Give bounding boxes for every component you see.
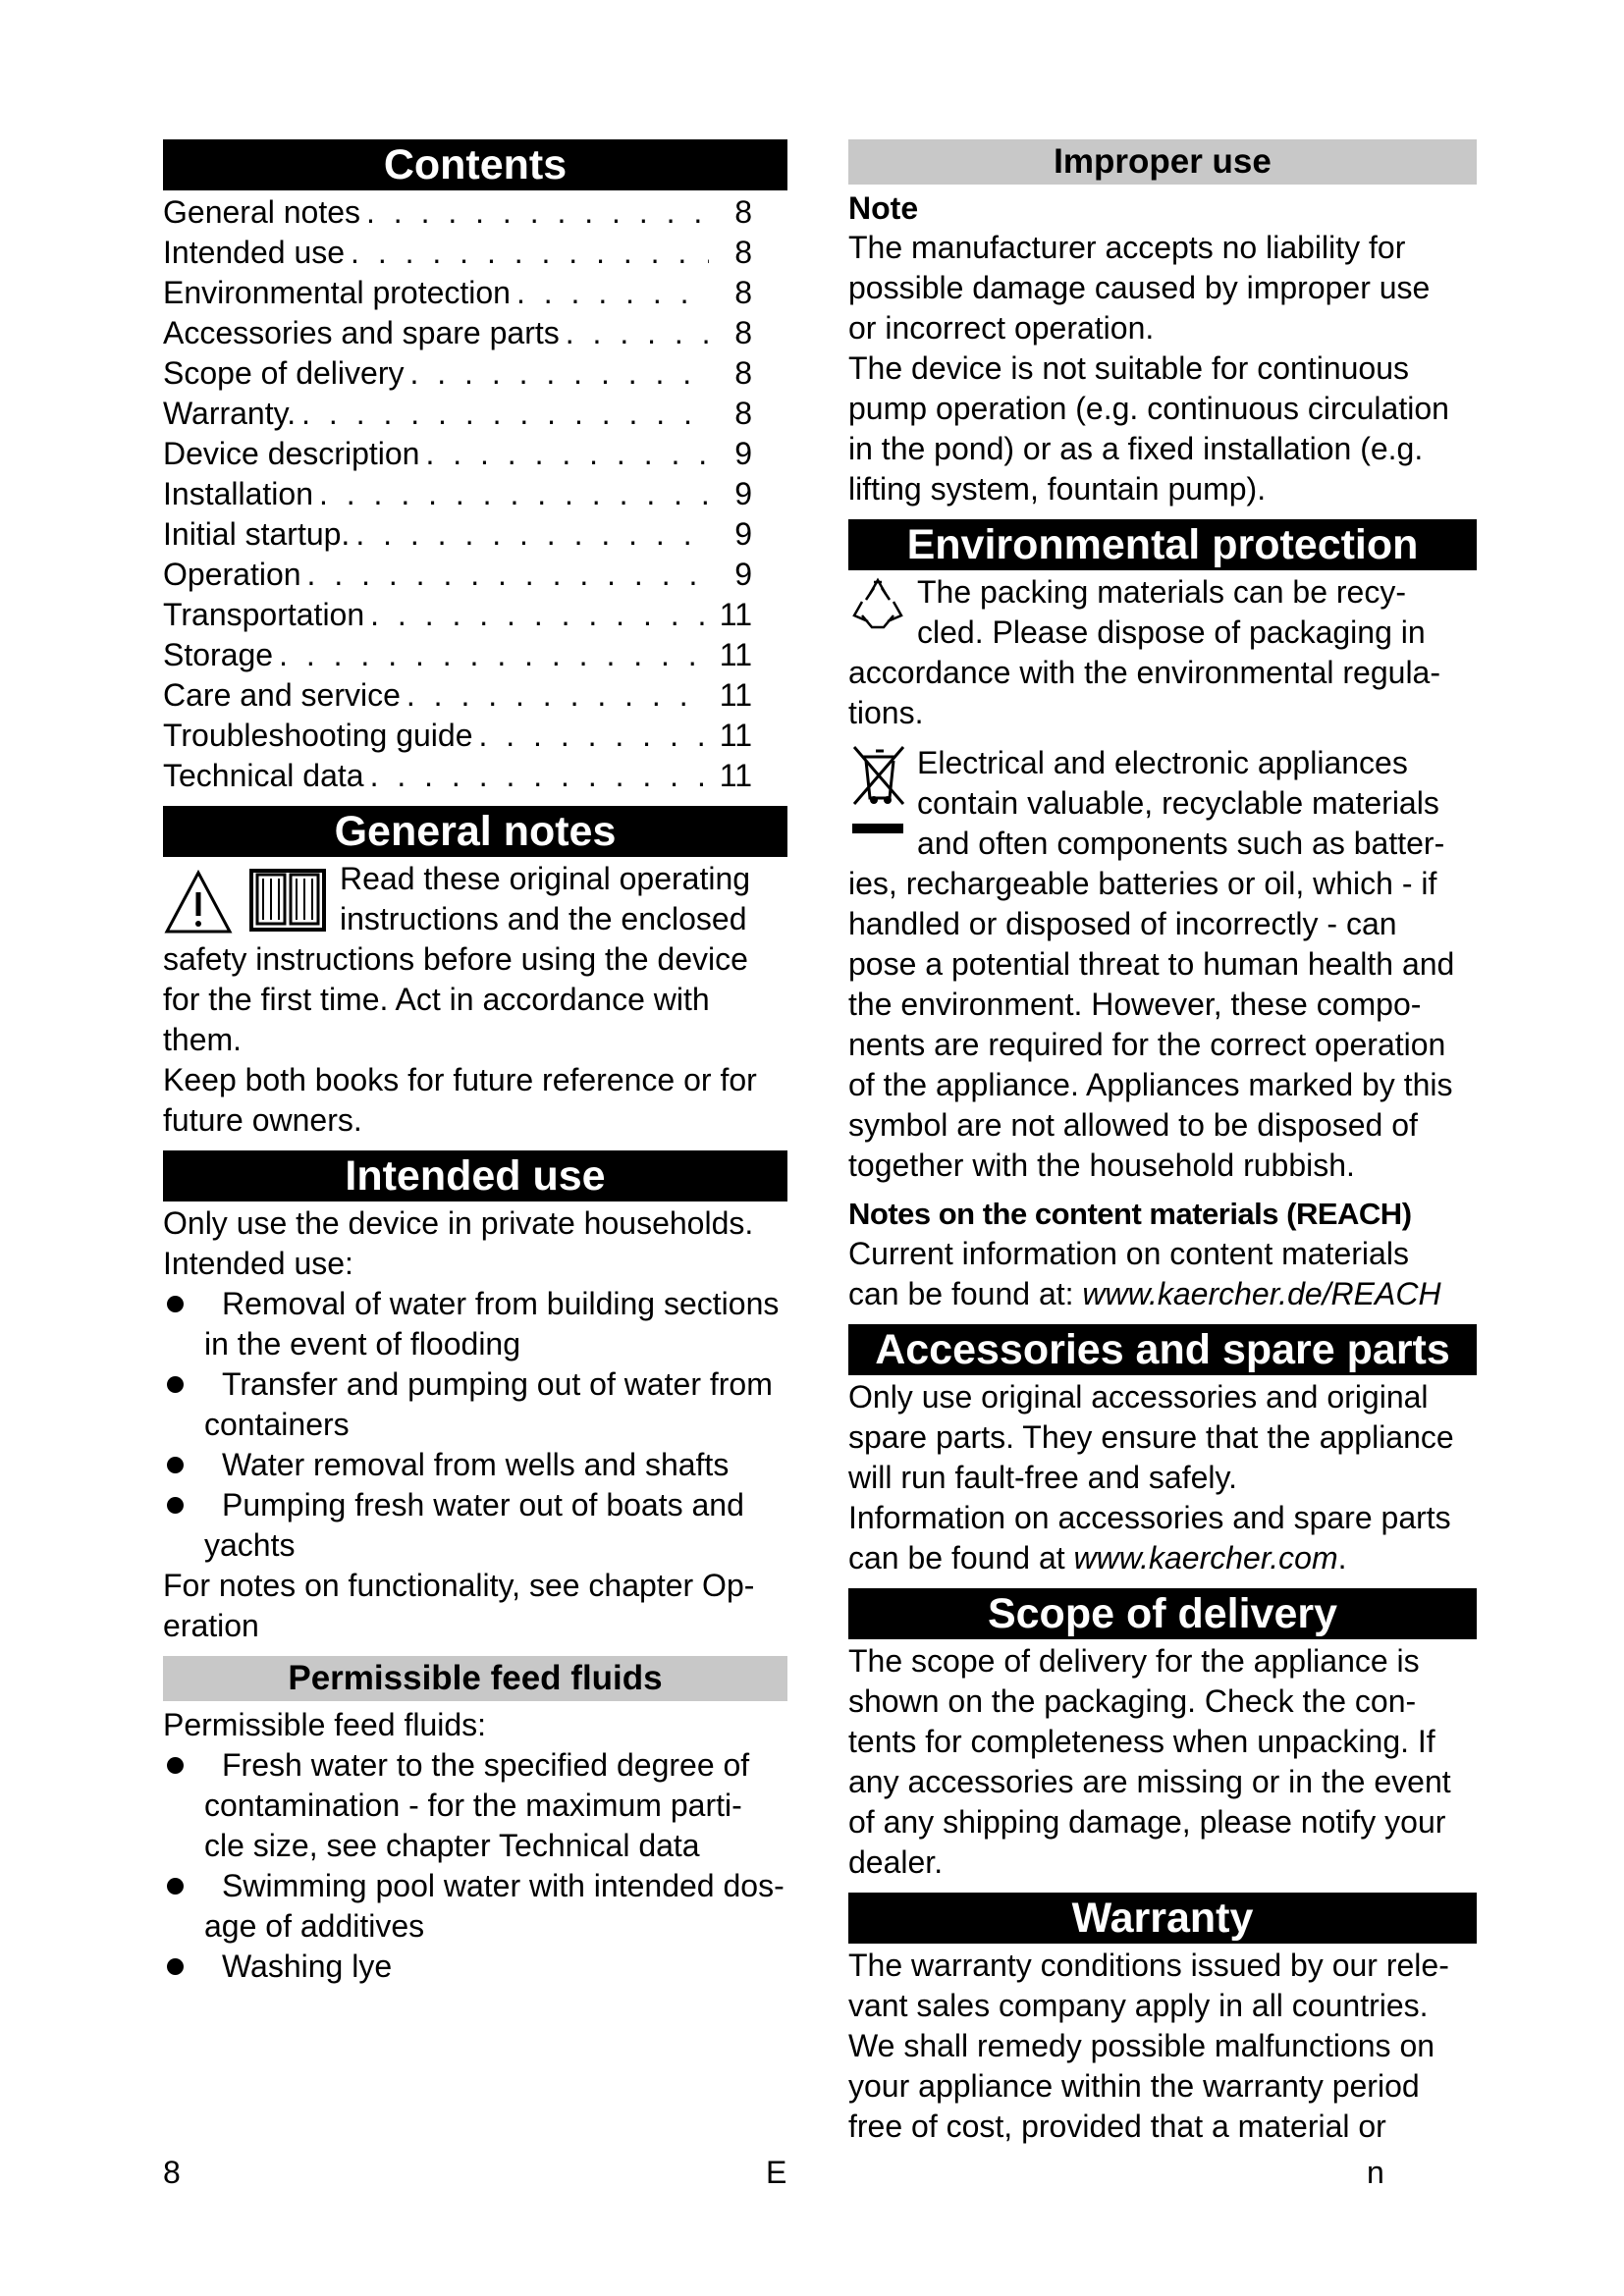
left-column <box>163 139 787 1987</box>
table-of-contents <box>163 192 787 796</box>
list-item: Removal of water from building sections in the event of flooding <box>163 1284 787 1364</box>
toc-title: Technical data <box>163 758 364 793</box>
toc-title: Operation <box>163 557 301 592</box>
toc-page-number: 9 <box>734 476 752 511</box>
improper-use-para2: The device is not suitable for continuous pump operation (e.g. continuous circulation in the pond) or as a fixed installation (e.g. lifting system, fountain pump). <box>848 350 1449 507</box>
improper-use-section <box>848 188 1477 509</box>
general-notes-section <box>163 859 787 1141</box>
toc-title: Transportation <box>163 597 365 632</box>
toc-row[interactable] <box>163 192 787 233</box>
improper-use-heading: Improper use <box>848 139 1477 185</box>
toc-page-number: 11 <box>719 758 752 793</box>
list-item: Swimming pool water with intended dos- age of additives <box>163 1866 787 1947</box>
toc-row[interactable] <box>163 233 787 273</box>
warranty-para1: The warranty conditions issued by our rele- vant sales company apply in all countries. <box>848 1948 1449 2023</box>
general-notes-para2: Keep both books for future reference or for future owners. <box>163 1062 757 1138</box>
bullet-icon <box>167 1376 184 1393</box>
intended-use-list <box>163 1284 787 1566</box>
bullet-icon <box>167 1296 184 1312</box>
accessories-para1: Only use original accessories and original spare parts. They ensure that the appliance will run fault-free and safely. <box>848 1379 1454 1495</box>
note-label: Note <box>848 190 919 226</box>
accessories-heading: Accessories and spare parts <box>848 1324 1477 1375</box>
general-notes-heading: General notes <box>163 806 787 857</box>
environmental-protection-heading: Environmental protection <box>848 519 1477 570</box>
crossed-bin-icon <box>848 743 907 859</box>
recycle-icon-wrap <box>848 572 907 649</box>
footer-page-number: 8 <box>163 2155 181 2190</box>
toc-page-number: 8 <box>734 194 752 230</box>
toc-row[interactable] <box>163 595 787 635</box>
toc-page-number: 8 <box>734 275 752 310</box>
accessories-section <box>848 1377 1477 1578</box>
general-notes-para1: Read these original operating instructions and the enclosed safety instructions before using the device for the first time. Act in accordance with them. <box>163 861 751 1057</box>
toc-title: Accessories and spare parts <box>163 315 560 350</box>
bullet-icon <box>167 1958 184 1975</box>
toc-leader-dots <box>345 233 709 273</box>
toc-leader-dots <box>364 595 709 635</box>
toc-leader-dots <box>296 394 709 434</box>
right-column <box>848 139 1477 2147</box>
intended-use-outro: For notes on functionality, see chapter Op- eration <box>163 1568 755 1643</box>
toc-title: Intended use <box>163 235 346 270</box>
toc-row[interactable] <box>163 474 787 514</box>
scope-of-delivery-heading: Scope of delivery <box>848 1588 1477 1639</box>
toc-page-number: 9 <box>734 436 752 471</box>
toc-title: Device description <box>163 436 420 471</box>
toc-row[interactable] <box>163 756 787 796</box>
toc-leader-dots <box>560 313 709 353</box>
contents-heading: Contents <box>163 139 787 190</box>
toc-leader-dots <box>273 635 709 675</box>
list-item: Water removal from wells and shafts <box>163 1445 787 1485</box>
toc-row[interactable] <box>163 716 787 756</box>
toc-page-number: 8 <box>734 235 752 270</box>
general-notes-icons <box>163 859 330 935</box>
warning-and-manual-icon <box>163 859 330 935</box>
warranty-para2: We shall remedy possible malfunctions on your appliance within the warranty period free of cost, provided that a material or <box>848 2028 1435 2144</box>
intended-use-heading: Intended use <box>163 1150 787 1201</box>
toc-row[interactable] <box>163 434 787 474</box>
toc-leader-dots <box>301 555 709 595</box>
recycle-para: The packing materials can be recy- cled. Please dispose of packaging in accordance with the environmental regula- tions. <box>848 574 1440 730</box>
toc-row[interactable] <box>163 514 787 555</box>
toc-page-number: 8 <box>734 355 752 391</box>
scope-of-delivery-para: The scope of delivery for the appliance is shown on the packaging. Check the con- tents for completeness when unpacking. If any accessories are missing or in the event of any shipping damage, please notify your dealer. <box>848 1643 1451 1880</box>
toc-leader-dots <box>404 353 709 394</box>
list-item: Transfer and pumping out of water from containers <box>163 1364 787 1445</box>
toc-row[interactable] <box>163 273 787 313</box>
toc-title: Storage <box>163 637 274 672</box>
warranty-heading: Warranty <box>848 1893 1477 1944</box>
footer-language-letter-e: E <box>766 2155 787 2190</box>
permissible-feed-fluids-section <box>163 1705 787 1987</box>
bullet-icon <box>167 1497 184 1514</box>
toc-title: Environmental protection <box>163 275 511 310</box>
toc-page-number: 8 <box>734 315 752 350</box>
intended-use-section <box>163 1203 787 1646</box>
permissible-feed-fluids-intro: Permissible feed fluids: <box>163 1707 487 1742</box>
weee-para: Electrical and electronic appliances contain valuable, recyclable materials and often components such as batter- ies, rechargeable batteries or oil, which - if handled or disposed of incorrectly - can pose a potential threat to human health and the environment. However, these compo- nents are required for the correct operation of the appliance. Appliances marked by this symbol are not allowed to be disposed of together with the household rubbish. <box>848 745 1455 1183</box>
toc-title: General notes <box>163 194 361 230</box>
list-item: Pumping fresh water out of boats and yachts <box>163 1485 787 1566</box>
environmental-protection-section <box>848 572 1477 1314</box>
recycle-icon <box>848 572 907 637</box>
toc-leader-dots <box>364 756 709 796</box>
warranty-section <box>848 1946 1477 2147</box>
toc-leader-dots <box>419 434 709 474</box>
reach-para: Current information on content materials can be found at: www.kaercher.de/REACH <box>848 1236 1441 1311</box>
permissible-feed-fluids-heading: Permissible feed fluids <box>163 1656 787 1701</box>
bullet-icon <box>167 1457 184 1473</box>
feed-fluids-list <box>163 1745 787 1987</box>
toc-page-number: 11 <box>719 637 752 672</box>
toc-title: Warranty. <box>163 396 297 431</box>
toc-leader-dots <box>350 514 709 555</box>
toc-row[interactable] <box>163 353 787 394</box>
toc-row[interactable] <box>163 635 787 675</box>
reach-title: Notes on the content materials (REACH) <box>848 1197 1412 1231</box>
accessories-para2: Information on accessories and spare parts can be found at www.kaercher.com. <box>848 1500 1451 1575</box>
toc-leader-dots <box>313 474 709 514</box>
toc-title: Troubleshooting guide <box>163 718 473 753</box>
toc-page-number: 11 <box>719 677 752 713</box>
toc-page-number: 8 <box>734 396 752 431</box>
toc-row[interactable] <box>163 555 787 595</box>
list-item: Fresh water to the specified degree of contamination - for the maximum parti- cle size, see chapter Technical data <box>163 1745 787 1866</box>
toc-page-number: 9 <box>734 516 752 552</box>
weee-icon-wrap <box>848 743 907 861</box>
toc-title: Initial startup. <box>163 516 351 552</box>
bullet-icon <box>167 1878 184 1895</box>
reach-link[interactable]: www.kaercher.de/REACH <box>1082 1276 1441 1311</box>
list-item: Washing lye <box>163 1947 787 1987</box>
toc-leader-dots <box>360 192 709 233</box>
kaercher-link[interactable]: www.kaercher.com <box>1073 1540 1338 1575</box>
toc-page-number: 11 <box>719 718 752 753</box>
toc-title: Care and service <box>163 677 401 713</box>
toc-row[interactable] <box>163 313 787 353</box>
toc-page-number: 11 <box>719 597 752 632</box>
toc-leader-dots <box>401 675 709 716</box>
toc-row[interactable] <box>163 394 787 434</box>
toc-page-number: 9 <box>734 557 752 592</box>
toc-leader-dots <box>472 716 709 756</box>
footer-language-letter-n: n <box>1367 2155 1384 2190</box>
toc-leader-dots <box>511 273 709 313</box>
toc-title: Scope of delivery <box>163 355 405 391</box>
improper-use-para1: The manufacturer accepts no liability for possible damage caused by improper use or incorrect operation. <box>848 230 1431 346</box>
toc-title: Installation <box>163 476 313 511</box>
toc-row[interactable] <box>163 675 787 716</box>
bullet-icon <box>167 1757 184 1774</box>
intended-use-intro: Only use the device in private households. Intended use: <box>163 1205 754 1281</box>
